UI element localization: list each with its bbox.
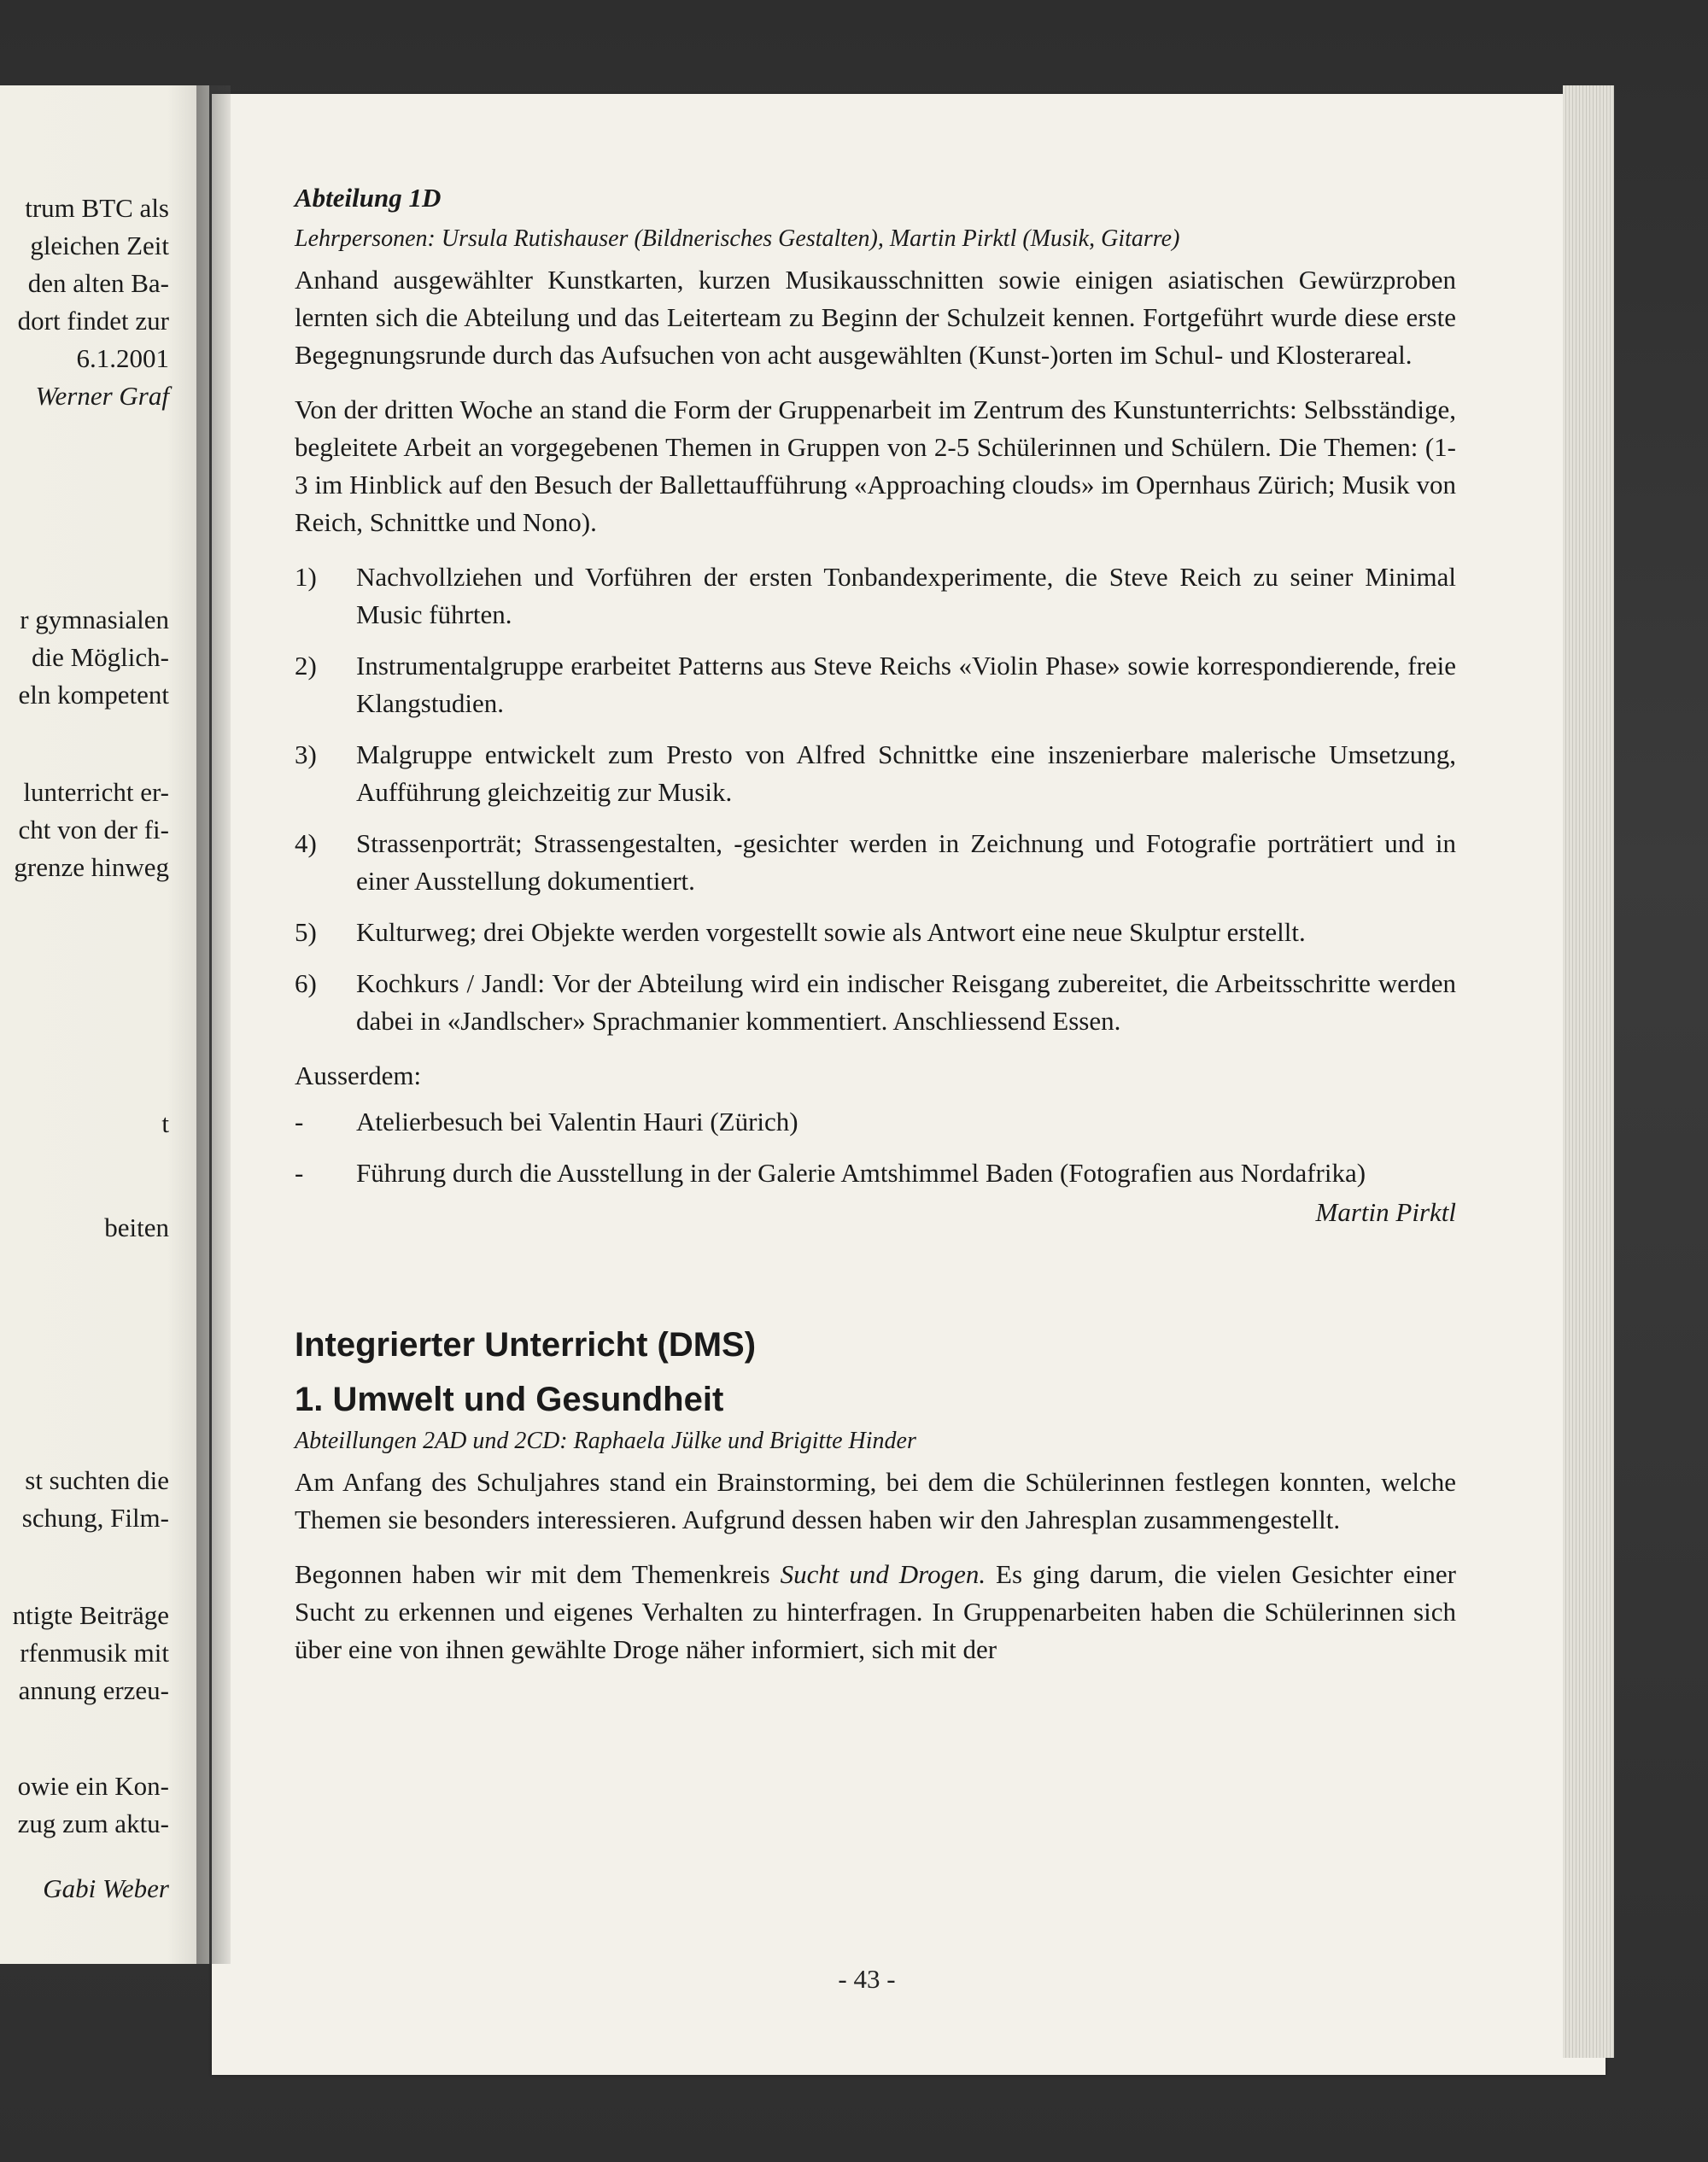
paragraph (295, 1556, 1456, 1668)
paragraph-text: Begonnen haben wir mit dem Themenkreis (295, 1559, 781, 1589)
left-page-line: zug zum aktu- (17, 1808, 169, 1838)
list-item (295, 1154, 1456, 1192)
author-signature: Martin Pirktl (1315, 1197, 1456, 1227)
also-list (295, 1103, 1456, 1192)
list-item (295, 558, 1456, 634)
page-content (295, 179, 1456, 1686)
teachers-line: Lehrpersonen: Ursula Rutishauser (Bildnerisches Gestalten), Martin Pirktl (Musik, Gitarre) (295, 225, 1180, 252)
list-item-text: Kulturweg; drei Objekte werden vorgestellt sowie als Antwort eine neue Skulptur erstellt. (356, 917, 1306, 947)
paragraph: Anhand ausgewählter Kunstkarten, kurzen Musikausschnitten sowie einigen asiatischen Gewürzproben lernten sich die Abteilung und das Leiterteam zu Beginn der Schulzeit kennen. Fortgeführt wurde diese erste Begegnungsrunde durch das Aufsuchen von acht ausgewählten (Kunst-)orten im Schul- und Klosterareal. (295, 265, 1456, 370)
topics-list (295, 558, 1456, 1040)
left-page-line: dort findet zur (17, 306, 169, 336)
left-page-line: t (161, 1108, 169, 1138)
left-page-line: Gabi Weber (43, 1873, 169, 1903)
paragraph: Am Anfang des Schuljahres stand ein Brainstorming, bei dem die Schülerinnen festlegen konnten, welche Themen sie besonders interessieren. Aufgrund dessen haben wir den Jahresplan zusammengestellt. (295, 1467, 1456, 1534)
list-item-text: Atelierbesuch bei Valentin Hauri (Zürich) (356, 1107, 798, 1137)
emphasis-text: Sucht und Drogen. (780, 1559, 986, 1589)
left-page-line: 6.1.2001 (76, 343, 169, 373)
left-page-line: lunterricht er- (23, 777, 169, 807)
section-subtitle: 1. Umwelt und Gesundheit (295, 1381, 724, 1418)
page-edges (1563, 85, 1614, 2058)
section-heading: Abteilung 1D (295, 183, 442, 213)
left-page-line: gleichen Zeit (30, 231, 169, 260)
left-page-line: r gymnasialen (20, 605, 169, 634)
list-item-text: Kochkurs / Jandl: Vor der Abteilung wird ein indischer Reisgang zubereitet, die Arbeitsschritte werden dabei in «Jandlscher» Sprachmanier kommentiert. Anschliessend Essen. (356, 968, 1456, 1036)
left-page-line: eln kompetent (18, 680, 169, 710)
page-number: - 43 - (838, 1964, 896, 1994)
list-item (295, 647, 1456, 722)
section-title: Integrierter Unterricht (DMS) (295, 1326, 757, 1364)
list-item-text: Instrumentalgruppe erarbeitet Patterns aus Steve Reichs «Violin Phase» sowie korrespondierende, freie Klangstudien. (356, 651, 1456, 718)
list-item-text: Nachvollziehen und Vorführen der ersten Tonbandexperimente, die Steve Reich zu seiner Minimal Music führten. (356, 562, 1456, 629)
paragraph-text: Es ging darum, die vielen Gesichter einer Sucht zu erkennen und eigenes Verhalten zu hinterfragen. In Gruppenarbeiten haben die Schülerinnen sich über eine von ihnen gewählte Droge näher informiert, sich mit der (295, 1559, 1457, 1664)
list-item-text: Malgruppe entwickelt zum Presto von Alfred Schnittke eine inszenierbare malerische Umsetzung, Aufführung gleichzeitig zur Musik. (356, 739, 1456, 807)
left-page-line: grenze hinweg (14, 852, 169, 882)
list-dash: - (295, 1158, 304, 1188)
list-item (295, 736, 1456, 811)
also-label: Ausserdem: (295, 1061, 422, 1090)
left-page-line: cht von der fi- (18, 815, 169, 844)
left-page-line: trum BTC als (25, 193, 169, 223)
left-page-line: den alten Ba- (27, 268, 169, 298)
left-page-line: schung, Film- (21, 1503, 169, 1533)
left-page-line: owie ein Kon- (17, 1771, 169, 1801)
list-number: 3) (295, 739, 317, 769)
list-item-text: Führung durch die Ausstellung in der Galerie Amtshimmel Baden (Fotografien aus Nordafrika) (356, 1158, 1366, 1188)
list-dash: - (295, 1107, 304, 1137)
book-gutter (196, 85, 231, 1964)
list-number: 5) (295, 917, 317, 947)
left-page-line: die Möglich- (32, 642, 169, 672)
left-page-line: beiten (104, 1212, 169, 1242)
list-item (295, 965, 1456, 1040)
left-page-fragment (0, 85, 209, 1964)
list-item (295, 825, 1456, 900)
left-page-line: Werner Graf (35, 381, 169, 411)
left-page-line: st suchten die (25, 1465, 169, 1495)
left-page-line: annung erzeu- (18, 1675, 169, 1705)
list-number: 4) (295, 828, 317, 858)
list-item-text: Strassenporträt; Strassengestalten, -gesichter werden in Zeichnung und Fotografie porträtiert und in einer Ausstellung dokumentiert. (356, 828, 1456, 896)
list-item (295, 914, 1456, 951)
classes-line: Abteillungen 2AD und 2CD: Raphaela Jülke und Brigitte Hinder (295, 1428, 916, 1454)
left-page-line: ntigte Beiträge (12, 1600, 169, 1630)
list-number: 2) (295, 651, 317, 681)
list-number: 6) (295, 968, 317, 998)
paragraph: Von der dritten Woche an stand die Form der Gruppenarbeit im Zentrum des Kunstunterrichts: Selbsständige, begleitete Arbeit an vorgegebenen Themen in Gruppen von 2-5 Schülerinnen und Schülern. Die Themen: (1-3 im Hinblick auf den Besuch der Ballettaufführung «Approaching clouds» im Opernhaus Zürich; Musik von Reich, Schnittke und Nono). (295, 394, 1456, 537)
left-page-line: rfenmusik mit (20, 1638, 169, 1668)
list-number: 1) (295, 562, 317, 592)
list-item (295, 1103, 1456, 1141)
